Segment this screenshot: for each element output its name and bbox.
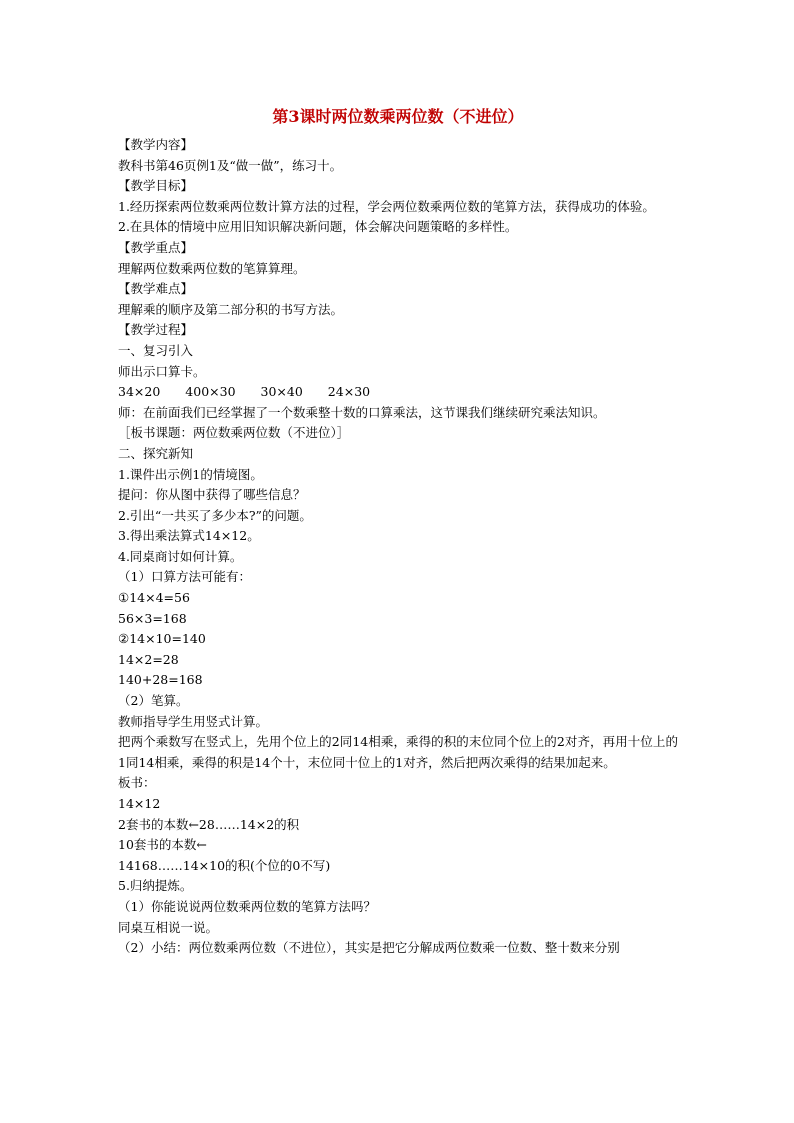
calc-line: 2套书的本数←28……14×2的积 [118,816,300,832]
text-line: 2.引出“一共买了多少本?”的问题。 [118,507,312,523]
section-heading: 一、复习引入 [118,342,194,358]
calc-line: 56×3=168 [118,610,187,626]
document-page [118,105,678,959]
text-line: 板书： [118,775,156,791]
text-paragraph: 1.经历探索两位数乘两位数计算方法的过程，学会两位数乘两位数的笔算方法，获得成功的体验。 [118,198,655,214]
document-title: 第3课时两位数乘两位数（不进位） [272,107,524,126]
text-line: （1）口算方法可能有： [118,569,251,585]
heading-teaching-content: 【教学内容】 [118,137,194,152]
calc-line: 140+28=168 [118,672,203,688]
heading-key-point: 【教学重点】 [118,239,194,255]
text-line: 教师指导学生用竖式计算。 [118,713,269,729]
calc-line: 10套书的本数← [118,837,207,853]
heading-difficult-point: 【教学难点】 [118,281,194,297]
text-line: 师出示口算卡。 [118,363,206,379]
text-line: 理解乘的顺序及第二部分积的书写方法。 [118,301,344,317]
oral-calc-row: 34×20 400×30 30×40 24×30 [118,384,371,400]
text-line: 同桌互相说一说。 [118,919,219,935]
text-line: 5.归纳提炼。 [118,878,193,894]
text-line: 师：在前面我们已经掌握了一个数乘整十数的口算乘法，这节课我们继续研究乘法知识。 [118,404,606,420]
board-title-line: ［板书课题：两位数乘两位数（不进位）］ [118,425,350,441]
text-line: 3.得出乘法算式14×12。 [118,528,260,544]
calc-line: 14168……14×10的积(个位的0不写) [118,857,331,873]
calc-line: ①14×4=56 [118,590,190,606]
text-line: 教科书第46页例1及“做一做”，练习十。 [118,157,343,173]
text-paragraph: 把两个乘数写在竖式上，先用个位上的2同14相乘，乘得的积的末位同个位上的2对齐，再用十位上的1同14相乘，乘得的积是14个十，末位同十位上的1对齐，然后把两次乘得的结果加起来。 [118,734,678,770]
calc-line: 14×2=28 [118,651,179,667]
text-line: （1）你能说说两位数乘两位数的笔算方法吗？ [118,898,376,914]
text-line: 4.同桌商讨如何计算。 [118,548,243,564]
heading-teaching-goals: 【教学目标】 [118,178,194,194]
text-line: 理解两位数乘两位数的笔算算理。 [118,260,306,276]
document-body [118,135,678,959]
heading-teaching-process: 【教学过程】 [118,322,194,338]
text-line: （2）小结：两位数乘两位数（不进位），其实是把它分解成两位数乘一位数、整十数来分别 [118,940,620,956]
section-heading: 二、探究新知 [118,445,194,461]
text-line: （2）笔算。 [118,693,189,709]
calc-line: ②14×10=140 [118,631,206,647]
text-line: 1.课件出示例1的情境图。 [118,466,263,482]
text-line: 提问：你从图中获得了哪些信息？ [118,487,306,503]
text-line: 2.在具体的情境中应用旧知识解决新问题，体会解决问题策略的多样性。 [118,219,518,235]
calc-line: 14×12 [118,796,161,811]
